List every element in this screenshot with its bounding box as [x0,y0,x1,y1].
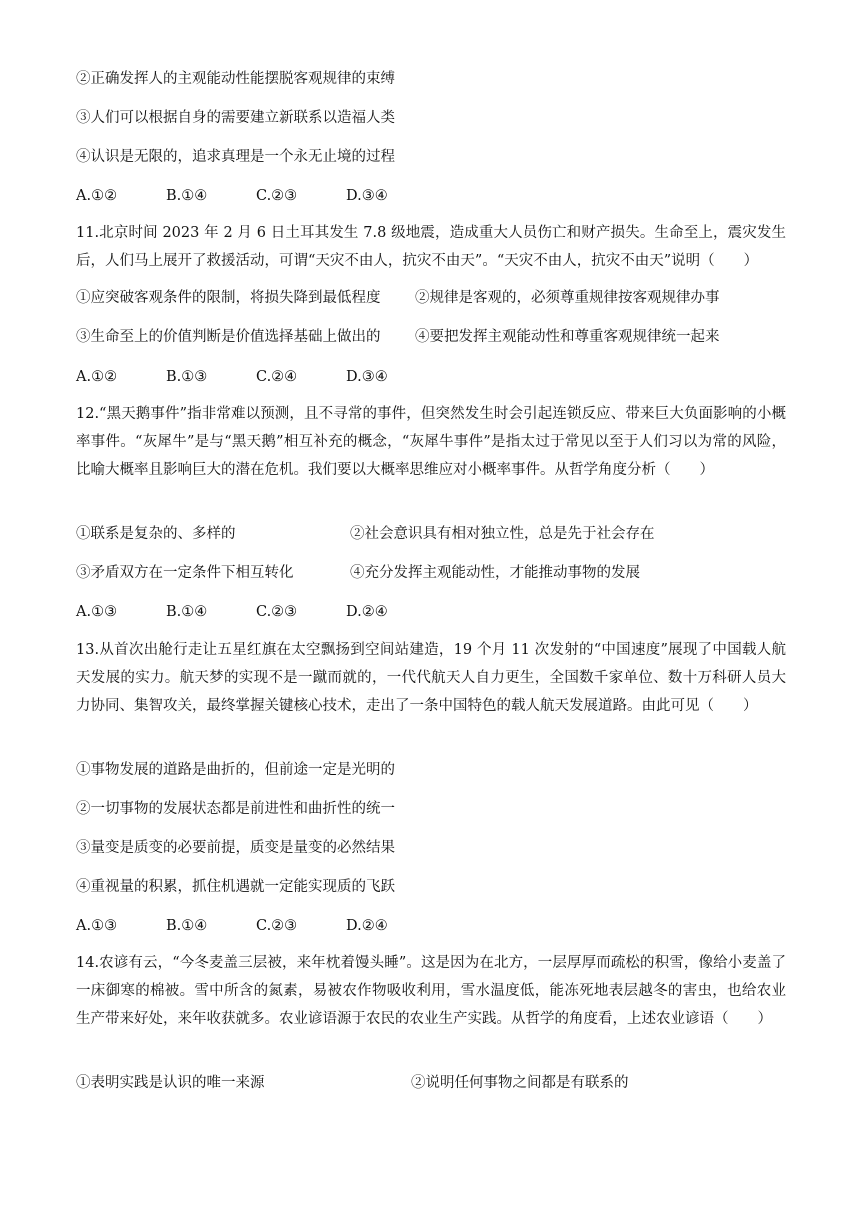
q12-option-1: ①联系是复杂的、多样的 [76,526,236,542]
q12-option-4: ④充分发挥主观能动性，才能推动事物的发展 [350,565,640,581]
q11-option-3: ③生命至上的价值判断是价值选择基础上做出的 [76,329,381,345]
q10-choices [76,186,436,206]
q12-option-3: ③矛盾双方在一定条件下相互转化 [76,565,294,581]
q12-choices [76,602,436,622]
q11-choices [76,367,436,387]
q10-option-2: ②正确发挥人的主观能动性能摆脱客观规律的束缚 [76,71,395,87]
q10-choice-c: C.②③ [256,188,298,204]
q10-choice-b: B.①④ [166,188,208,204]
q13-choice-c: C.②③ [256,918,298,934]
q13-option-2: ②一切事物的发展状态都是前进性和曲折性的统一 [76,801,395,817]
q14-stem: 14.农谚有云，“今冬麦盖三层被，来年枕着馒头睡”。这是因为在北方，一层厚厚而疏松的积雪，像给小麦盖了一床御寒的棉被。雪中所含的氮素，易被农作物吸收利用，雪水温度低，能冻死地表层越冬的害虫，也给农业生产带来好处，来年收获就多。农业谚语源于农民的农业生产实践。从哲学的角度看，上述农业谚语（ ） [76,955,786,1027]
q10-option-4: ④认识是无限的，追求真理是一个永无止境的过程 [76,149,395,165]
q13-choice-b: B.①④ [166,918,208,934]
q11-choice-c: C.②④ [256,369,298,385]
q11-options-row-1 [76,288,796,308]
q10-choice-d: D.③④ [346,188,388,204]
q11-option-1: ①应突破客观条件的限制，将损失降到最低程度 [76,290,381,306]
q13-option-1: ①事物发展的道路是曲折的，但前途一定是光明的 [76,762,395,778]
q12-stem: 12.“黑天鹅事件”指非常难以预测，且不寻常的事件，但突然发生时会引起连锁反应、带来巨大负面影响的小概率事件。“灰犀牛”是与“黑天鹅”相互补充的概念，“灰犀牛事件”是指太过于常见以至于人们习以为常的风险，比喻大概率且影响巨大的潜在危机。我们要以大概率思维应对小概率事件。从哲学角度分析（ ） [76,406,786,478]
q13-stem: 13.从首次出舱行走让五星红旗在太空飘扬到空间站建造，19 个月 11 次发射的“中国速度”展现了中国载人航天发展的实力。航天梦的实现不是一蹴而就的，一代代航天人自力更生，全国数千家单位、数十万科研人员大力协同、集智攻关，最终掌握关键核心技术，走出了一条中国特色的载人航天发展道路。由此可见（ ） [76,642,786,714]
q12-options-row-1 [76,524,796,544]
q11-choice-b: B.①③ [166,369,208,385]
q12-option-2: ②社会意识具有相对独立性，总是先于社会存在 [350,526,655,542]
q14-option-1: ①表明实践是认识的唯一来源 [76,1075,265,1091]
q12-choice-d: D.②④ [346,604,388,620]
q11-option-4: ④要把发挥主观能动性和尊重客观规律统一起来 [415,329,720,345]
q13-option-3: ③量变是质变的必要前提，质变是量变的必然结果 [76,840,395,856]
q11-choice-a: A.①② [76,369,118,385]
q12-choice-c: C.②③ [256,604,298,620]
q13-choice-a: A.①③ [76,918,118,934]
q14-option-2: ②说明任何事物之间都是有联系的 [411,1075,629,1091]
q14-options-row-1 [76,1073,796,1093]
q11-choice-d: D.③④ [346,369,388,385]
q10-choice-a: A.①② [76,188,118,204]
q11-options-row-2 [76,327,796,347]
q12-choice-b: B.①④ [166,604,208,620]
q12-choice-a: A.①③ [76,604,118,620]
q13-choices [76,916,436,936]
q12-options-row-2 [76,563,796,583]
q10-option-3: ③人们可以根据自身的需要建立新联系以造福人类 [76,110,395,126]
q13-option-4: ④重视量的积累，抓住机遇就一定能实现质的飞跃 [76,879,395,895]
q11-option-2: ②规律是客观的，必须尊重规律按客观规律办事 [415,290,720,306]
q13-choice-d: D.②④ [346,918,388,934]
q11-stem: 11.北京时间 2023 年 2 月 6 日土耳其发生 7.8 级地震，造成重大人员伤亡和财产损失。生命至上，震灾发生后，人们马上展开了救援活动，可谓“天灾不由人，抗灾不由天”。“天灾不由人，抗灾不由天”说明（ ） [76,225,786,269]
